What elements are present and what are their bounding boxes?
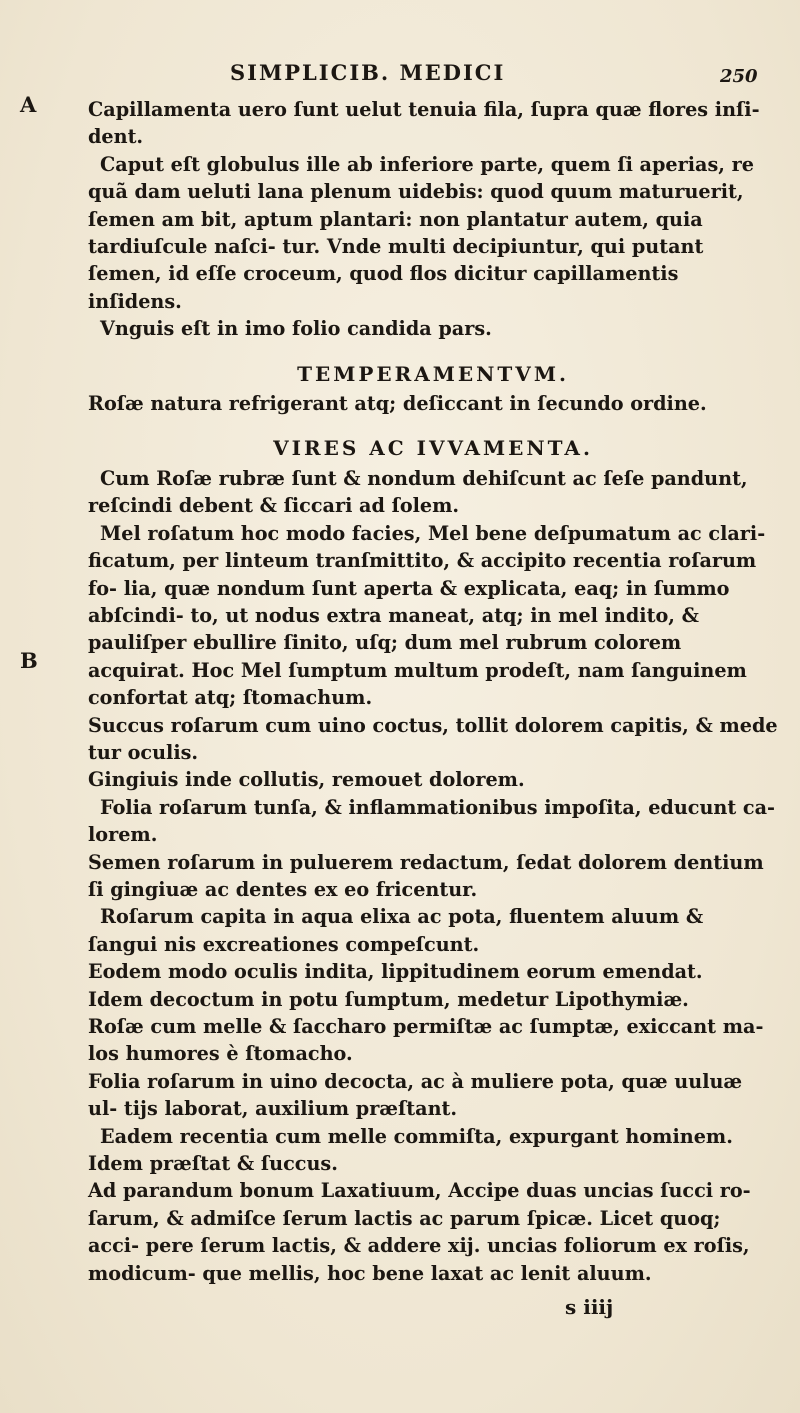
paragraph-eodem: Eodem modo oculis indita, lippitudinem eorum emendat. (88, 960, 703, 984)
paragraph-rosae-melle: Roſæ cum melle & ſaccharo permiſtæ ac ſumptæ, exiccant ma- los humores è ſtomacho. (88, 1015, 764, 1066)
paragraph-mel-rosatum: Mel roſatum hoc modo facies, Mel bene deſpumatum ac clari- ficatum, per linteum tranſmittito, & accipito recentia roſarum fo- lia, quæ nondum ſunt aperta & explicata, eaq; in ſummo abſcindi- to, ut nodus extra maneat, atq; in mel indito, & pauliſper ebullire ſinito, uſq; dum mel rubrum colorem acquirat. Hoc Mel ſumptum multum prodeſt, nam ſanguinem confortat atq; ſtomachum. (88, 521, 766, 710)
page-header (0, 58, 800, 98)
paragraph-folia-tunsa: Folia roſarum tunſa, & inflammationibus impoſita, educunt ca- lorem. (88, 795, 775, 847)
heading-temperamentum: TEMPERAMENTVM. (297, 361, 569, 386)
paragraph-semen: Semen roſarum in puluerem redactum, ſedat dolorem dentium ſi gingiuæ ac dentes ex eo fricentur. (88, 850, 764, 901)
page-number: 250 (720, 66, 758, 87)
paragraph-eadem: Eadem recentia cum melle commiſta, expurgant hominem. (100, 1124, 733, 1148)
paragraph-folia-uino: Folia roſarum in uino decocta, ac à muliere pota, quæ uuluæ ul- tijs laborat, auxilium præſtant. (88, 1069, 743, 1121)
running-head: SIMPLICIB. MEDICI (230, 60, 506, 85)
paragraph-capillamenta: Capillamenta uero ſunt uelut tenuia fila, ſupra quæ flores inſi- dent. (88, 98, 760, 149)
paragraph-succus: Succus roſarum cum uino coctus, tollit dolorem capitis, & mede tur oculis. (88, 713, 778, 764)
paragraph-cum-rosae: Cum Roſæ rubræ ſunt & nondum dehiſcunt ac ſeſe pandunt, reſcindi debent & ſiccari ad ſolem. (88, 466, 748, 518)
paragraph-idem-succus: Idem præſtat & ſuccus. (88, 1152, 338, 1176)
margin-letter-b: B (20, 648, 38, 673)
paragraph-laxatiuum: Ad parandum bonum Laxatiuum, Accipe duas uncias ſucci ro- ſarum, & admiſce ſerum lactis ac parum ſpicæ. Licet quoq; acci- pere ſerum lactis, & addere xij. uncias foliorum ex roſis, modicum- que mellis, hoc bene laxat ac lenit aluum. (88, 1179, 751, 1285)
paragraph-idem-decoctum: Idem decoctum in potu ſumptum, medetur Lipothymiæ. (88, 987, 689, 1011)
paragraph-vnguis: Vnguis eſt in imo folio candida pars. (100, 317, 492, 341)
paragraph-rosae-natura: Roſæ natura refrigerant atq; deſiccant in ſecundo ordine. (88, 392, 707, 416)
margin-letter-a: A (20, 92, 37, 117)
paragraph-gingiuis: Gingiuis inde collutis, remouet dolorem. (88, 768, 525, 792)
main-text (88, 96, 778, 1287)
paragraph-caput: Caput eſt globulus ille ab inferiore parte, quem ſi aperias, re quã dam ueluti lana plenum uidebis: quod quum maturuerit, ſemen am bit, aptum plantari: non plantatur autem, quia tardiuſcule naſci- tur. Vnde multi decipiuntur, qui putant ſemen, id eſſe croceum, quod flos dicitur capillamentis inſidens. (88, 152, 754, 313)
heading-vires: VIRES AC IVVAMENTA. (273, 436, 593, 461)
signature-mark: s iiij (565, 1295, 614, 1319)
paragraph-capita: Roſarum capita in aqua elixa ac pota, fluentem aluum & ſangui nis excreationes compeſcunt. (88, 905, 704, 956)
